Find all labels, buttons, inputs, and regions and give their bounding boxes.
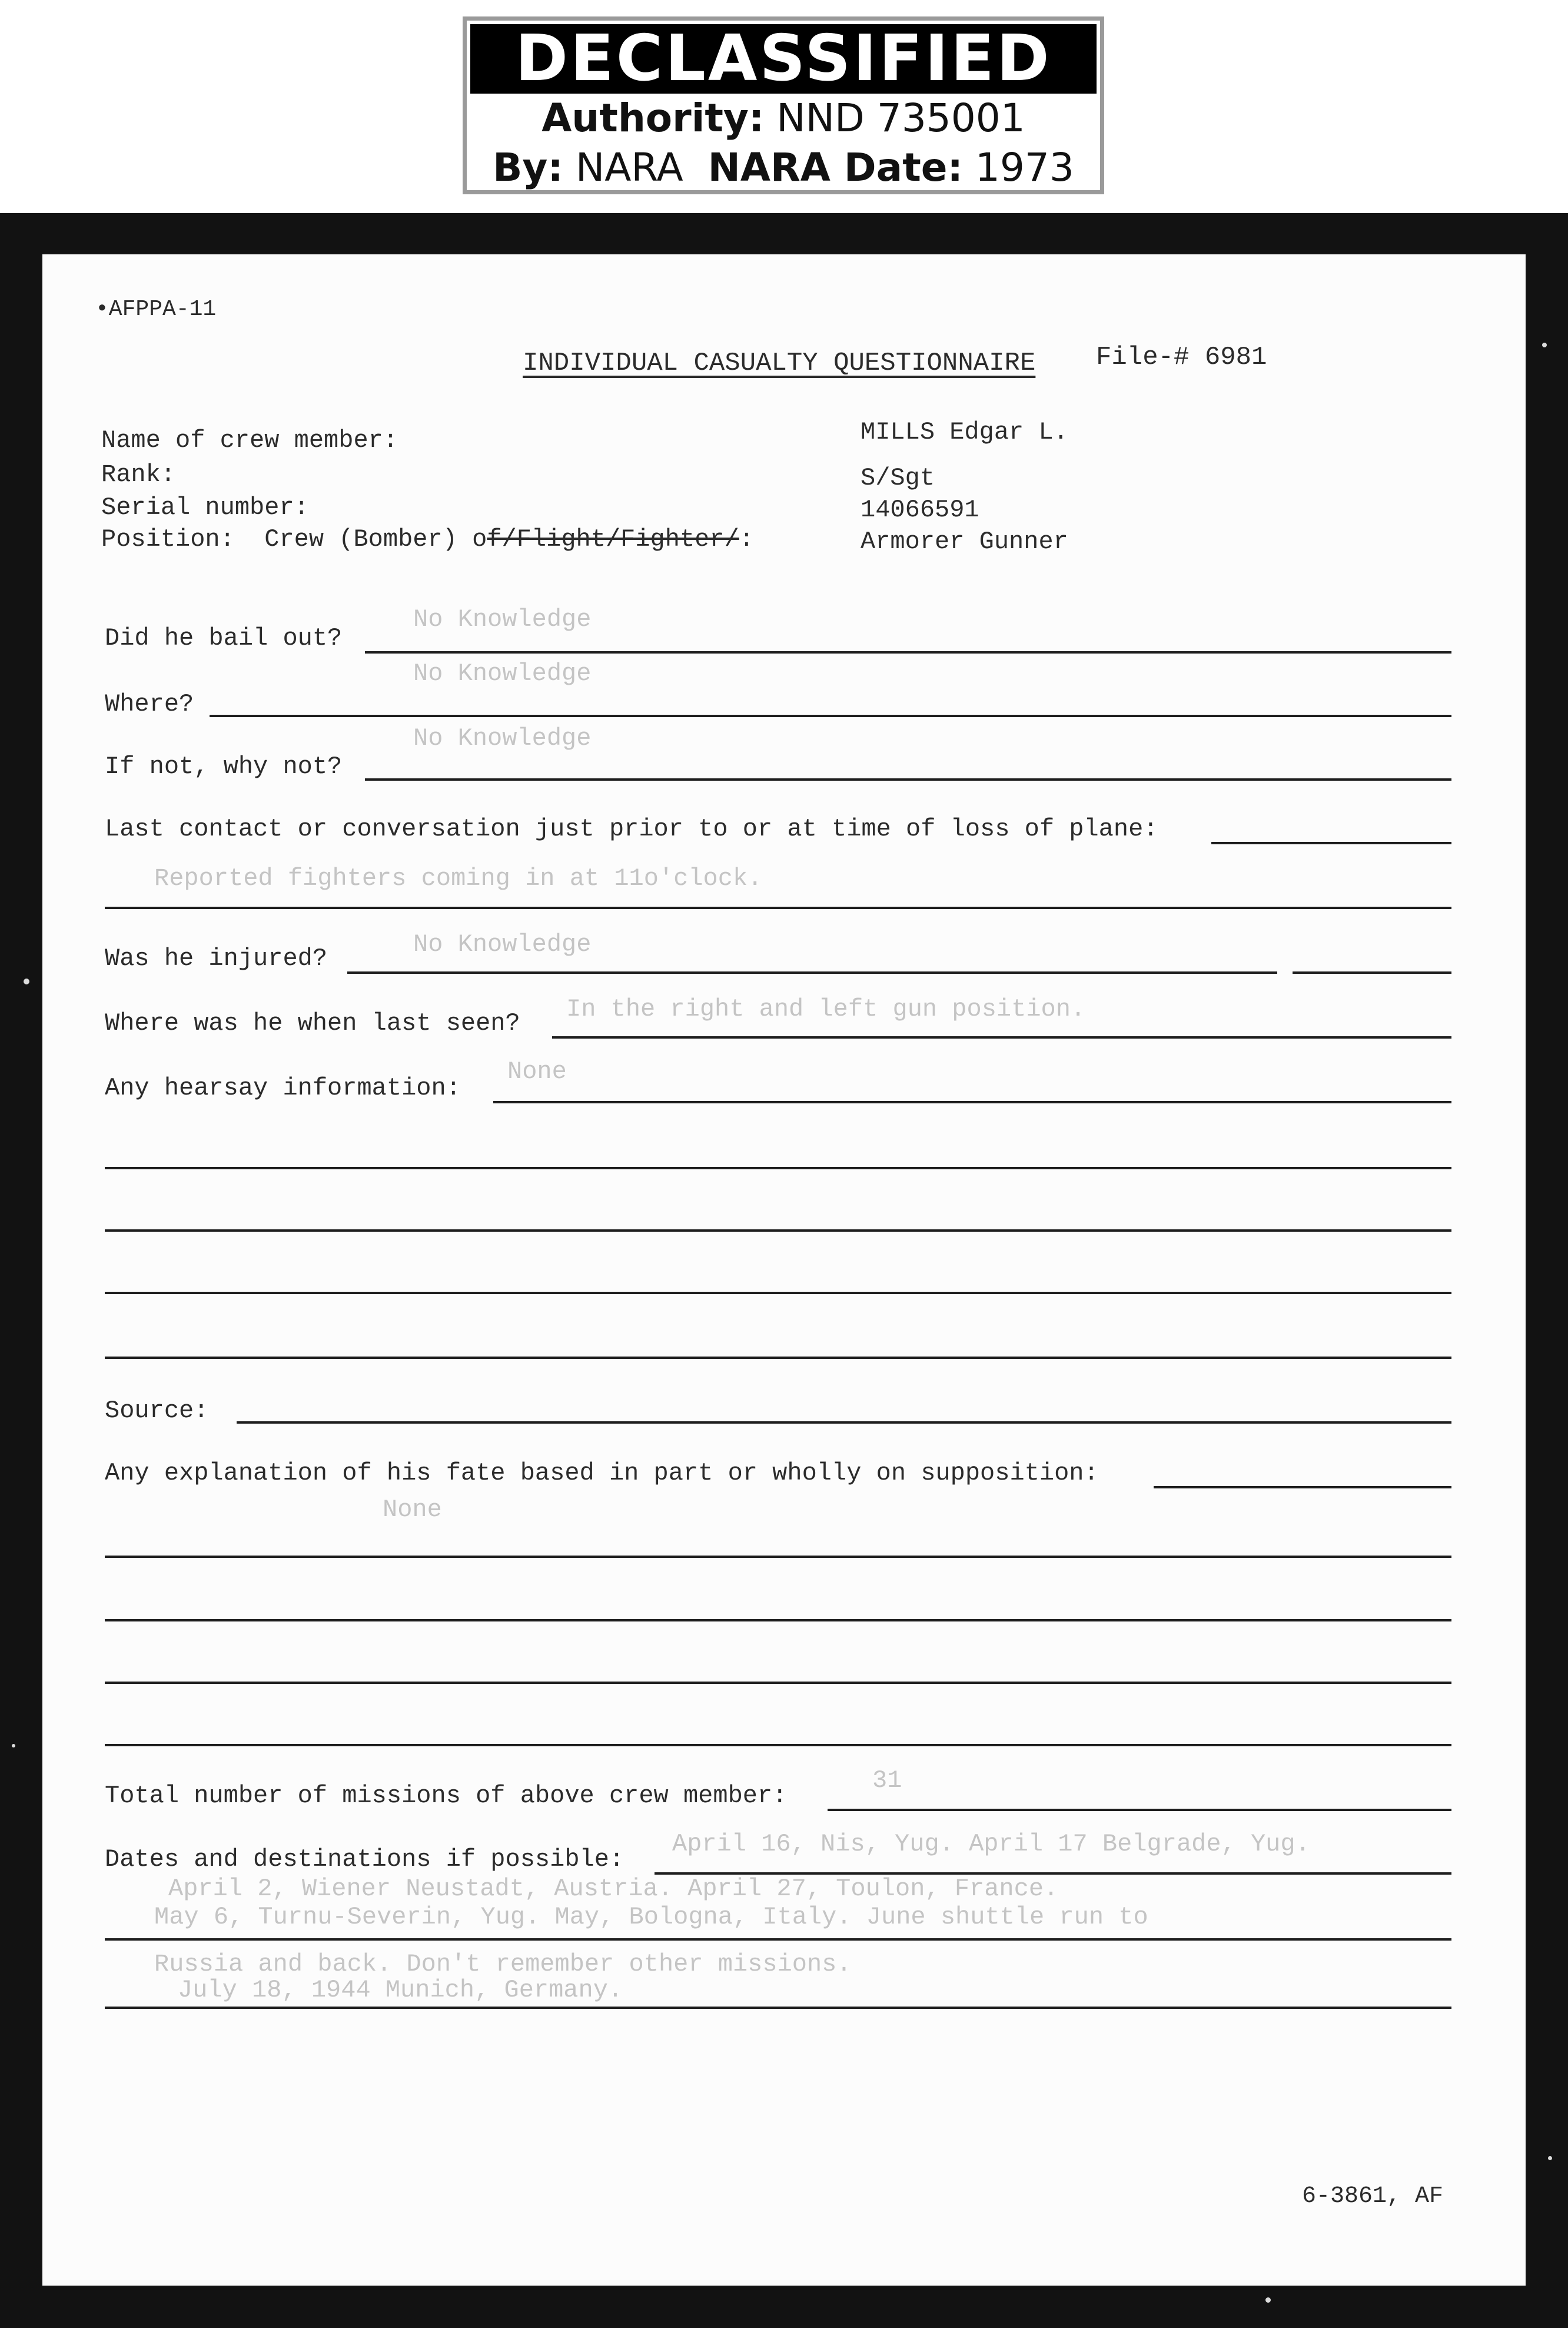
explanation-line-2 [105, 1556, 1451, 1558]
source-line [237, 1421, 1451, 1424]
last-contact-value: Reported fighters coming in at 11o'clock. [154, 864, 763, 893]
injured-line-a [347, 971, 1277, 974]
name-value: MILLS Edgar L. [861, 418, 1068, 446]
authority-label: Authority: [542, 95, 765, 141]
missions-line [828, 1809, 1451, 1811]
hearsay-line-3 [105, 1229, 1451, 1232]
footer-code: 6-3861, AF [1302, 2183, 1444, 2210]
last-contact-line-a [1211, 842, 1451, 844]
hearsay-label: Any hearsay information: [105, 1074, 461, 1102]
hearsay-line-2 [105, 1167, 1451, 1169]
injured-label: Was he injured? [105, 944, 328, 973]
ifnot-label: If not, why not? [105, 752, 343, 781]
hearsay-line-4 [105, 1292, 1451, 1294]
bail-label: Did he bail out? [105, 624, 343, 652]
serial-value: 14066591 [861, 496, 979, 524]
source-label: Source: [105, 1397, 209, 1425]
dates-line-3 [105, 2007, 1451, 2009]
position-label-text: Position: Crew (Bomber) o [101, 525, 487, 553]
dates-line-text-2: April 2, Wiener Neustadt, Austria. April 27, Toulon, France. [168, 1875, 1059, 1903]
explanation-line-3 [105, 1619, 1451, 1621]
name-label: Name of crew member: [101, 426, 398, 455]
dates-line-text-1: April 16, Nis, Yug. April 17 Belgrade, Yug. [672, 1830, 1310, 1858]
where-label: Where? [105, 690, 194, 718]
missions-value: 31 [872, 1766, 902, 1795]
position-colon: : [739, 525, 755, 553]
date-value: 1973 [975, 145, 1074, 190]
declassified-stamp [463, 16, 1104, 194]
bail-line [365, 651, 1451, 654]
file-number: File-# 6981 [1096, 343, 1267, 372]
position-value: Armorer Gunner [861, 528, 1068, 556]
stamp-authority [467, 94, 1100, 143]
ifnot-value: No Knowledge [413, 724, 592, 752]
ifnot-line [365, 778, 1451, 781]
explanation-line-1 [1154, 1486, 1451, 1488]
questionnaire-page [42, 254, 1526, 2286]
stamp-title: DECLASSIFIED [470, 24, 1097, 94]
last-seen-label: Where was he when last seen? [105, 1009, 520, 1037]
dates-label: Dates and destinations if possible: [105, 1845, 624, 1873]
form-code: •AFPPA-11 [95, 297, 217, 322]
hearsay-value: None [507, 1057, 567, 1086]
last-contact-line-b [105, 907, 1451, 909]
hearsay-line-1 [493, 1101, 1451, 1103]
dates-line-2 [105, 1938, 1451, 1941]
stamp-by-date [467, 143, 1100, 193]
rank-label: Rank: [101, 460, 176, 489]
dates-line-text-5: July 18, 1944 Munich, Germany. [178, 1976, 623, 2004]
serial-label: Serial number: [101, 493, 309, 522]
last-seen-value: In the right and left gun position. [566, 995, 1086, 1023]
where-line [210, 715, 1451, 717]
form-title: INDIVIDUAL CASUALTY QUESTIONNAIRE [523, 349, 1036, 378]
explanation-label: Any explanation of his fate based in part or wholly on supposition: [105, 1459, 1099, 1487]
injured-value: No Knowledge [413, 930, 592, 959]
explanation-line-4 [105, 1682, 1451, 1684]
last-seen-line [552, 1036, 1451, 1039]
where-value: No Knowledge [413, 659, 592, 688]
position-struck-text: f/Flight/Fighter/ [487, 525, 739, 553]
hearsay-line-5 [105, 1357, 1451, 1359]
authority-value: NND 735001 [776, 95, 1025, 141]
dates-line-text-3: May 6, Turnu-Severin, Yug. May, Bologna, Italy. June shuttle run to [154, 1903, 1148, 1931]
by-value: NARA [575, 145, 683, 190]
explanation-line-5 [105, 1744, 1451, 1746]
last-contact-label: Last contact or conversation just prior to or at time of loss of plane: [105, 815, 1158, 843]
dates-line-text-4: Russia and back. Don't remember other missions. [154, 1950, 852, 1978]
position-label [101, 525, 754, 553]
missions-label: Total number of missions of above crew member: [105, 1782, 788, 1810]
explanation-value: None [383, 1495, 442, 1524]
rank-value: S/Sgt [861, 464, 935, 492]
date-label: NARA Date: [707, 145, 963, 190]
bail-value: No Knowledge [413, 605, 592, 634]
injured-line-b [1293, 971, 1451, 974]
by-label: By: [493, 145, 563, 190]
